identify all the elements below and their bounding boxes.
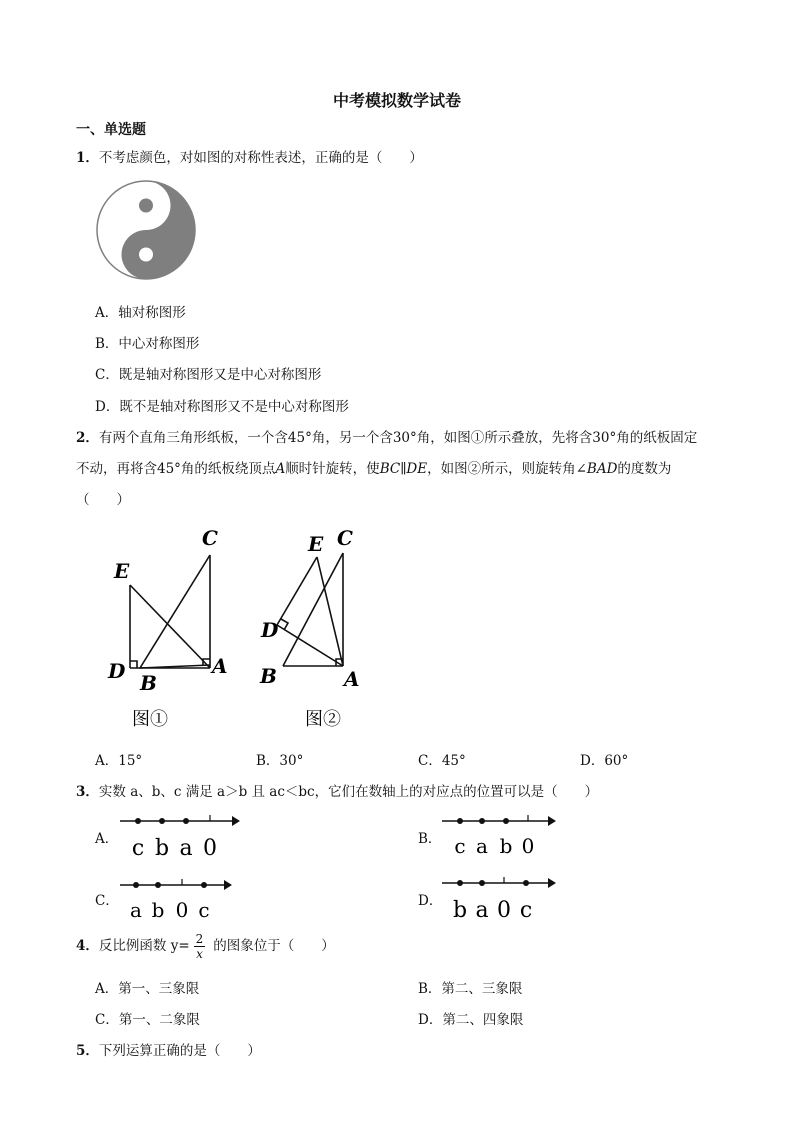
question-4 bbox=[76, 932, 335, 961]
triangle-figure-1 bbox=[100, 525, 240, 735]
question-text: 的度数为 bbox=[617, 461, 672, 477]
question-text: 的图象位于（ ） bbox=[213, 938, 335, 954]
q3-number-line-b bbox=[440, 811, 556, 863]
label-e: E bbox=[308, 532, 324, 556]
taiji-figure bbox=[96, 180, 196, 280]
q3-option-a-label: A． bbox=[95, 831, 119, 847]
point-label: c bbox=[519, 898, 533, 923]
question-text: 实数 a、b、c 满足 a＞b 且 ac＜bc，它们在数轴上的对应点的位置可以是（ ） bbox=[98, 784, 599, 800]
point-label: 0 bbox=[203, 836, 217, 861]
point-label: c bbox=[454, 834, 466, 858]
point-label: 0 bbox=[497, 898, 511, 923]
question-number: 3． bbox=[76, 784, 99, 800]
question-number: 2． bbox=[76, 430, 99, 446]
label-a: A bbox=[344, 667, 360, 691]
math-expression: BC∥DE bbox=[379, 461, 428, 477]
q2-option-d: D．60° bbox=[580, 753, 629, 769]
q4-option-d: D．第二、四象限 bbox=[418, 1012, 524, 1028]
fraction-denominator: x bbox=[196, 947, 203, 961]
question-text: 反比例函数 y= bbox=[98, 938, 190, 954]
question-text: 不动，再将含45°角的纸板绕顶点 bbox=[76, 461, 276, 477]
point-label: a bbox=[130, 898, 142, 922]
label-c: C bbox=[202, 526, 218, 550]
point-label: 0 bbox=[521, 834, 535, 858]
label-d: D bbox=[261, 618, 279, 642]
label-a: A bbox=[212, 654, 228, 678]
point-label: a bbox=[476, 834, 488, 858]
point-label: b bbox=[452, 898, 468, 923]
q3-option-c-label: C． bbox=[95, 893, 119, 909]
label-c: C bbox=[337, 526, 353, 550]
question-2-line-1 bbox=[76, 426, 697, 446]
label-b: B bbox=[140, 671, 157, 695]
question-text: ，如图②所示，则旋转角 bbox=[427, 461, 576, 477]
q2-option-a: A．15° bbox=[95, 753, 143, 769]
point-label: c bbox=[198, 898, 210, 922]
q1-option-a: A．轴对称图形 bbox=[95, 305, 186, 321]
question-number: 1． bbox=[76, 150, 99, 166]
math-expression: ∠BAD bbox=[575, 461, 618, 477]
q2-option-b: B．30° bbox=[256, 753, 304, 769]
q4-option-b: B．第二、三象限 bbox=[418, 981, 523, 997]
point-label: b bbox=[151, 898, 165, 922]
point-label: a bbox=[179, 836, 193, 861]
question-text: 有两个直角三角形纸板，一个含45°角，另一个含30°角，如图①所示叠放，先将含30°角的纸板固定 bbox=[98, 430, 698, 446]
question-text: 不考虑颜色，对如图的对称性表述，正确的是（ ） bbox=[98, 150, 423, 166]
question-3 bbox=[76, 780, 598, 800]
q1-option-d: D．既不是轴对称图形又不是中心对称图形 bbox=[95, 399, 349, 415]
q1-option-b: B．中心对称图形 bbox=[95, 336, 200, 352]
triangle-figure-2 bbox=[255, 525, 375, 735]
figure-caption: 图① bbox=[132, 709, 168, 730]
label-d: D bbox=[108, 659, 126, 683]
question-2-line-2 bbox=[76, 457, 671, 477]
label-e: E bbox=[114, 559, 130, 583]
q4-option-a: A．第一、三象限 bbox=[95, 981, 200, 997]
section-heading: 一、单选题 bbox=[76, 122, 146, 138]
point-label: A bbox=[275, 461, 286, 477]
point-label: a bbox=[475, 898, 489, 923]
figure-caption: 图② bbox=[305, 709, 341, 730]
point-label: b bbox=[154, 836, 170, 861]
q1-option-c: C．既是轴对称图形又是中心对称图形 bbox=[95, 367, 322, 383]
point-label: 0 bbox=[175, 898, 189, 922]
question-1 bbox=[76, 146, 423, 166]
point-label: b bbox=[499, 834, 513, 858]
question-5 bbox=[76, 1039, 261, 1059]
fraction-numerator: 2 bbox=[195, 932, 204, 946]
q3-option-b-label: B． bbox=[418, 831, 442, 847]
q3-number-line-c bbox=[118, 875, 232, 927]
q3-number-line-a bbox=[118, 811, 240, 863]
q3-option-d-label: D． bbox=[418, 893, 443, 909]
question-text: 下列运算正确的是（ ） bbox=[98, 1043, 261, 1059]
question-text: 顺时针旋转，使 bbox=[285, 461, 380, 477]
question-number: 5． bbox=[76, 1043, 99, 1059]
q4-option-c: C．第一、二象限 bbox=[95, 1012, 200, 1028]
fraction bbox=[194, 932, 206, 961]
question-2-line-3: （ ） bbox=[76, 492, 130, 508]
q2-option-c: C．45° bbox=[418, 753, 466, 769]
point-label: c bbox=[131, 836, 145, 861]
question-number: 4． bbox=[76, 938, 99, 954]
label-b: B bbox=[260, 664, 277, 688]
q3-number-line-d bbox=[440, 873, 556, 927]
page-title: 中考模拟数学试卷 bbox=[332, 91, 461, 110]
